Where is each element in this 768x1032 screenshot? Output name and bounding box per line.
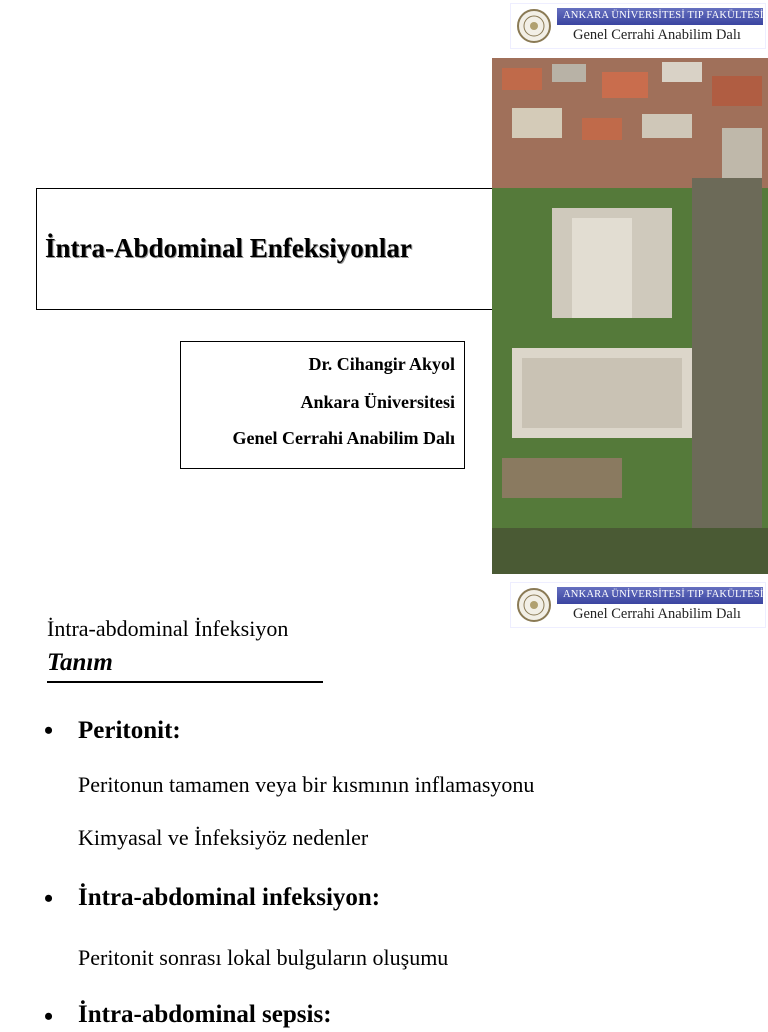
banner-department: Genel Cerrahi Anabilim Dalı	[573, 606, 741, 622]
campus-photo-illustration	[492, 58, 768, 574]
bullet-icon: •	[44, 716, 54, 745]
slide-title: İntra-abdominal İnfeksiyon	[47, 616, 289, 641]
banner-institution: ANKARA ÜNİVERSİTESİ TIP FAKÜLTESİ	[563, 589, 764, 600]
title-box	[36, 188, 492, 310]
author-box	[180, 341, 465, 469]
definition-line: Kimyasal ve İnfeksiyöz nedenler	[78, 825, 369, 850]
author-university: Ankara Üniversitesi	[300, 392, 455, 412]
subtitle-underline	[47, 681, 323, 683]
banner-institution: ANKARA ÜNİVERSİTESİ TIP FAKÜLTESİ	[563, 10, 764, 21]
bullet-icon: •	[44, 884, 54, 913]
slide-subtitle: Tanım	[47, 649, 113, 676]
definition-heading: İntra-abdominal infeksiyon:	[78, 884, 381, 911]
university-seal-icon	[515, 8, 553, 44]
header-banner-bottom	[510, 582, 766, 628]
presentation-title: İntra-Abdominal Enfeksiyonlar	[45, 233, 412, 263]
definition-heading: Peritonit:	[78, 717, 181, 744]
author-department: Genel Cerrahi Anabilim Dalı	[232, 428, 455, 448]
campus-aerial-photo	[492, 58, 768, 574]
author-name: Dr. Cihangir Akyol	[308, 354, 455, 374]
university-seal-icon	[515, 587, 553, 623]
definition-line: Peritonit sonrası lokal bulguların oluşumu	[78, 945, 449, 970]
definition-line: Peritonun tamamen veya bir kısmının inflamasyonu	[78, 772, 535, 797]
header-banner-top	[510, 3, 766, 49]
banner-department: Genel Cerrahi Anabilim Dalı	[573, 27, 741, 43]
definition-heading: İntra-abdominal sepsis:	[78, 1001, 332, 1028]
bullet-icon: •	[44, 1002, 54, 1031]
